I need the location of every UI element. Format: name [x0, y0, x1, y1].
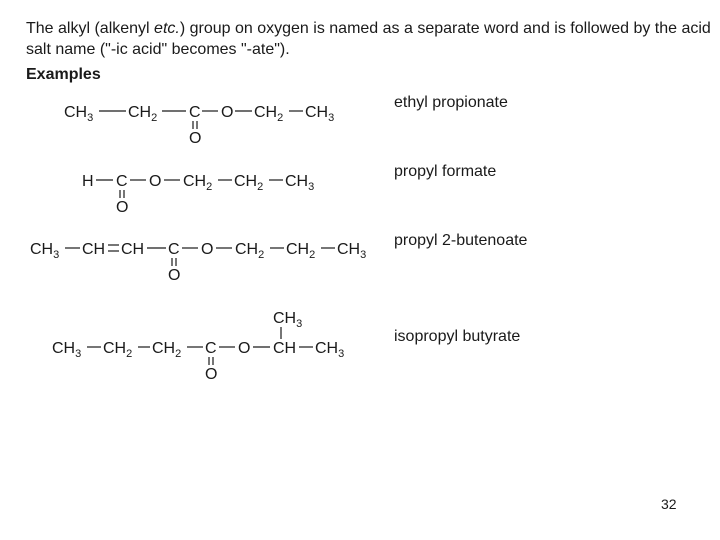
svg-text:O: O	[221, 104, 234, 121]
svg-text:O: O	[205, 366, 218, 383]
svg-text:CH: CH	[273, 340, 297, 357]
svg-text:C: C	[116, 173, 128, 190]
examples-heading: Examples	[26, 66, 101, 83]
svg-text:H: H	[82, 173, 94, 190]
svg-text:C: C	[189, 104, 201, 121]
svg-text:O: O	[168, 267, 181, 284]
svg-text:O: O	[149, 173, 162, 190]
svg-text:CH3: $CH_3$	[52, 340, 82, 360]
svg-text:CH2: $CH_2$	[254, 104, 284, 124]
example-name-propyl-formate: propyl formate	[394, 163, 497, 180]
svg-text:O: O	[201, 241, 214, 258]
svg-text:CH2: $CH_2$	[235, 241, 265, 261]
svg-text:CH3: $CH_3$	[337, 241, 367, 261]
svg-text:CH2: $CH_2$	[286, 241, 316, 261]
svg-text:CH3: $CH_3$	[273, 310, 303, 330]
intro-etc: etc.	[154, 20, 180, 37]
svg-text:CH2: $CH_2$	[234, 173, 264, 193]
svg-text:CH3: $CH_3$	[285, 173, 315, 193]
svg-text:O: O	[238, 340, 251, 357]
svg-text:C: C	[168, 241, 180, 258]
svg-text:O: O	[116, 199, 129, 216]
example-name-isopropyl-butyrate: isopropyl butyrate	[394, 328, 521, 345]
svg-text:C: C	[205, 340, 217, 357]
svg-text:CH2: $CH_2$	[183, 173, 213, 193]
intro-part-1: The alkyl (alkenyl	[26, 20, 155, 37]
svg-text:CH3: $CH_3$	[305, 104, 335, 124]
svg-text:CH3: $CH_3$	[64, 104, 94, 124]
svg-text:CH2: $CH_2$	[103, 340, 133, 360]
example-name-propyl-2-butenoate: propyl 2-butenoate	[394, 232, 528, 249]
svg-text:CH3: $CH_3$	[315, 340, 345, 360]
svg-text:O: O	[189, 130, 202, 147]
svg-text:CH2: $CH_2$	[128, 104, 158, 124]
example-name-ethyl-propionate: ethyl propionate	[394, 94, 508, 111]
svg-text:CH: CH	[121, 241, 145, 258]
intro-part-3: ) group on oxygen is named as a separate word and is followed by the acid salt name ("-ic acid" becomes "-ate").	[26, 20, 711, 58]
page-number: 32	[661, 496, 677, 512]
svg-text:CH: CH	[82, 241, 106, 258]
svg-text:CH3: $CH_3$	[30, 241, 60, 261]
svg-text:CH2: $CH_2$	[152, 340, 182, 360]
